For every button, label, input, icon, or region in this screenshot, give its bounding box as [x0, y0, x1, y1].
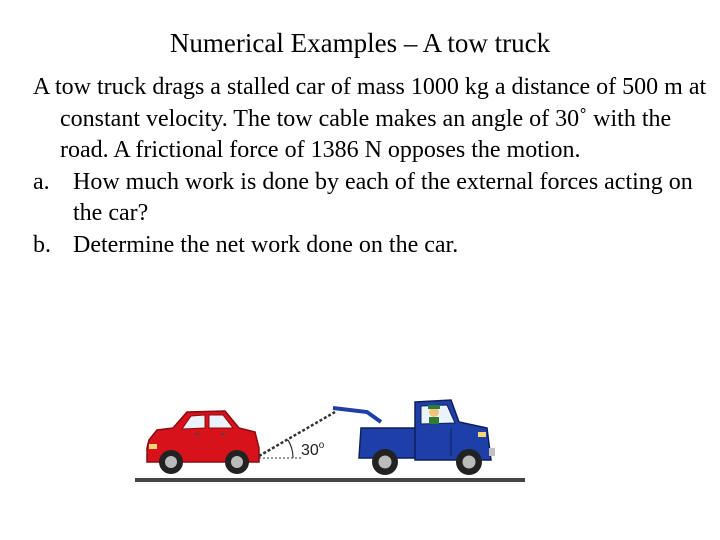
slide-title: Numerical Examples – A tow truck — [169, 28, 551, 58]
tow-truck-illustration — [135, 378, 525, 488]
angle-label: 30$^o$ — [301, 440, 325, 459]
question-a-text: How much work is done by each of the external forces acting on the car? — [73, 168, 693, 226]
road-line — [135, 478, 525, 482]
angle-arc — [288, 440, 293, 458]
problem-statement: A tow truck drags a stalled car of mass 1000 kg a distance of 500 m at constant velocity. The tow cable makes an angle of 30˚ with the road. A frictional force of 1386 N opposes the motion. — [33, 74, 707, 163]
question-a-marker: a. — [33, 168, 50, 195]
question-a — [33, 167, 713, 230]
question-b — [33, 230, 713, 262]
question-b-text: Determine the net work done on the car. — [73, 231, 459, 258]
stalled-car — [147, 411, 259, 474]
tow-truck — [333, 400, 495, 475]
problem-text-block — [33, 72, 713, 261]
question-b-marker: b. — [33, 231, 51, 258]
